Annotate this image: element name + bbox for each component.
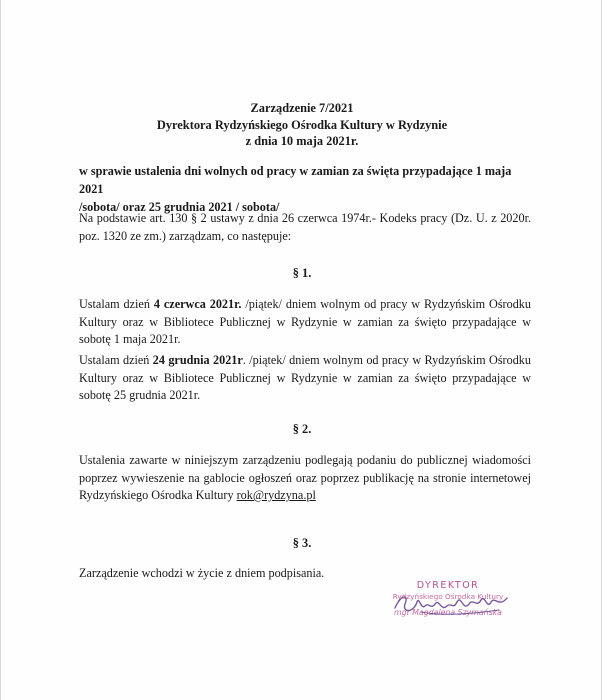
subject-line-2: /sobota/ oraz 25 grudnia 2021 / sobota/ <box>79 200 280 214</box>
section-1-p2-date: 24 grudnia 2021r <box>152 353 243 367</box>
section-1-p2-rest: . /piątek/ dniem wolnym od pracy w Rydzyńskim Ośrodku Kultury oraz w Bibliotece Publicznej w Rydzynie w zamian za święto przypadające w sobotę 25 grudnia 2021r. <box>79 353 531 402</box>
document-date: z dnia 10 maja 2021r. <box>245 134 359 148</box>
section-1-p2-intro: Ustalam dzień <box>79 353 153 367</box>
stamp-title: DYREKTOR <box>416 580 480 591</box>
section-3-heading: § 3. <box>292 536 312 550</box>
section-1-p1-rest: /piątek/ dniem wolnym od pracy w Rydzyńskim Ośrodku Kultury oraz w Bibliotece Publicznej w Rydzynie w zamian za święto przypadające w sobotę 1 maja 2021r. <box>79 297 531 346</box>
section-3-paragraph: Zarządzenie wchodzi w życie z dniem podpisania. <box>79 566 325 580</box>
handwritten-signature-icon <box>391 590 511 618</box>
document-subject <box>79 162 529 216</box>
section-1-heading: § 1. <box>292 266 312 280</box>
section-1-paragraph-1 <box>79 296 531 349</box>
section-1-p1-intro: Ustalam dzień <box>79 297 154 311</box>
director-stamp <box>373 580 523 630</box>
section-2-paragraph <box>79 452 531 505</box>
legal-basis-paragraph: Na podstawie art. 130 § 2 ustawy z dnia 26 czerwca 1974r.- Kodeks pracy (Dz. U. z 2020r. poz. 1320 ze zm.) zarządzam, co następuje: <box>79 211 531 243</box>
stamp-org: Rydzyńskiego Ośrodka Kultury <box>392 592 504 601</box>
email-link[interactable]: rok@rydzyna.pl <box>236 488 316 502</box>
subject-line-1: w sprawie ustalenia dni wolnych od pracy w zamian za święta przypadające 1 maja 2021 <box>79 164 512 196</box>
section-2-text: Ustalenia zawarte w niniejszym zarządzeniu podlegają podaniu do publicznej wiadomości poprzez wywieszenie na gablocie ogłoszeń oraz poprzez publikację na stronie internetowej Rydzyńskiego Ośrodka Kultury <box>79 453 531 502</box>
stamp-name: mgr Magdalena Szymańska <box>394 608 502 617</box>
section-1-p1-date: 4 czerwca 2021r. <box>153 297 242 311</box>
document-header <box>1 100 602 150</box>
document-issuer: Dyrektora Rydzyńskiego Ośrodka Kultury w Rydzynie <box>156 117 448 132</box>
section-1-paragraph-2 <box>79 352 531 405</box>
document-title: Zarządzenie 7/2021 <box>250 101 354 115</box>
section-2-heading: § 2. <box>292 422 312 436</box>
